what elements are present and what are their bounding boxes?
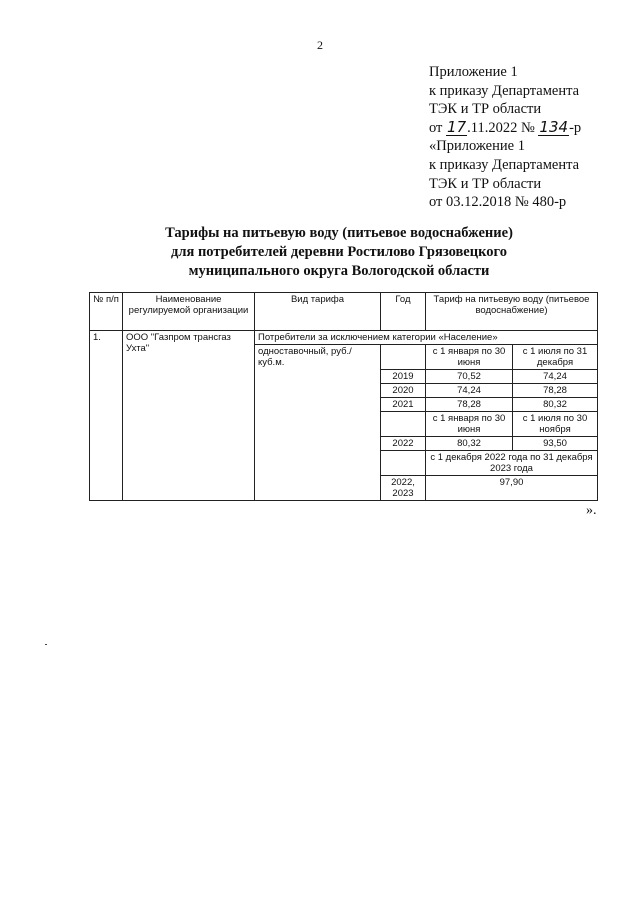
empty-cell xyxy=(381,412,426,437)
value-cell: 78,28 xyxy=(426,398,513,412)
header-org: Наименование регулируемой организации xyxy=(123,293,255,331)
appendix-line: ТЭК и ТР области xyxy=(429,101,542,118)
appendix-line: к приказу Департамента xyxy=(429,82,580,99)
closing-quote: ». xyxy=(586,503,597,518)
header-num: № п/п xyxy=(90,293,123,331)
order-line xyxy=(429,119,581,138)
period-cell: с 1 января по 30 июня xyxy=(426,345,513,370)
appendix-line: Приложение 1 xyxy=(429,64,518,80)
table-row xyxy=(90,331,598,345)
title-line: для потребителей деревни Ростилово Грязовецкого xyxy=(171,244,507,260)
header-tariff: Тариф на питьевую воду (питьевое водоснабжение) xyxy=(426,293,598,331)
period-cell: с 1 января по 30 июня xyxy=(426,412,513,437)
value-cell: 80,32 xyxy=(426,437,513,451)
value-cell: 74,24 xyxy=(513,370,598,384)
year-cell: 2022 xyxy=(381,437,426,451)
value-cell: 70,52 xyxy=(426,370,513,384)
organization-name: ООО "Газпром трансгаз Ухта" xyxy=(123,331,255,501)
appendix-line: от 03.12.2018 № 480-р xyxy=(429,194,567,211)
value-cell: 74,24 xyxy=(426,384,513,398)
empty-cell xyxy=(381,345,426,370)
title-line: Тарифы на питьевую воду (питьевое водоснабжение) xyxy=(165,225,513,241)
consumer-group: Потребители за исключением категории «Население» xyxy=(255,331,598,345)
year-cell: 2022, 2023 xyxy=(381,476,426,501)
value-cell: 93,50 xyxy=(513,437,598,451)
header-year: Год xyxy=(381,293,426,331)
order-mid: .11.2022 № xyxy=(467,119,535,136)
value-cell: 80,32 xyxy=(513,398,598,412)
appendix-block xyxy=(429,63,581,212)
appendix-line: к приказу Департамента xyxy=(429,156,580,173)
period-cell: с 1 июля по 30 ноября xyxy=(513,412,598,437)
tariff-type: одноставочный, руб./куб.м. xyxy=(255,345,381,501)
period-cell: с 1 июля по 31 декабря xyxy=(513,345,598,370)
appendix-line: ТЭК и ТР области xyxy=(429,175,542,192)
empty-cell xyxy=(381,451,426,476)
header-type: Вид тарифа xyxy=(255,293,381,331)
title-line: муниципального округа Вологодской области xyxy=(188,263,490,279)
value-cell: 97,90 xyxy=(426,476,598,501)
order-day-handwritten: 17 xyxy=(447,117,467,136)
order-prefix: от xyxy=(429,119,443,136)
scan-speck xyxy=(45,644,47,645)
year-cell: 2021 xyxy=(381,398,426,412)
year-cell: 2020 xyxy=(381,384,426,398)
row-number: 1. xyxy=(90,331,123,501)
tariff-table xyxy=(89,292,598,501)
year-cell: 2019 xyxy=(381,370,426,384)
document-title xyxy=(0,224,640,281)
order-suffix: -р xyxy=(569,119,582,136)
page-number: 2 xyxy=(317,38,323,52)
value-cell: 78,28 xyxy=(513,384,598,398)
table-header-row xyxy=(90,293,598,331)
period-cell: с 1 декабря 2022 года по 31 декабря 2023 года xyxy=(426,451,598,476)
appendix-line: «Приложение 1 xyxy=(429,138,525,155)
order-number-handwritten: 134 xyxy=(539,117,569,136)
